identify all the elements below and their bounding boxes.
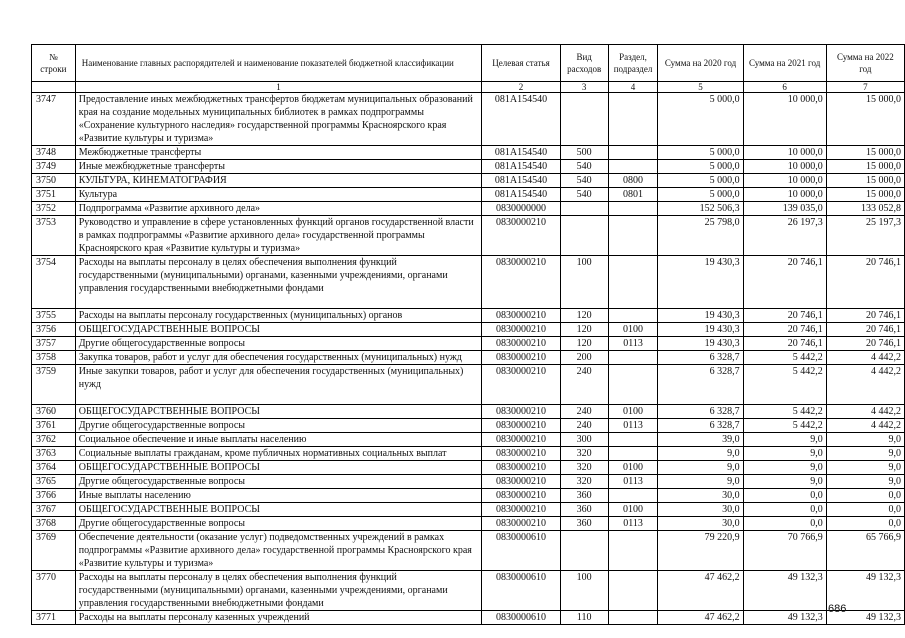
row-number: 3747 [32,93,76,146]
row-expense-type: 240 [560,365,608,405]
table-row [32,571,905,611]
row-sum-2022: 15 000,0 [826,188,904,202]
row-number: 3757 [32,337,76,351]
row-target: 0830000210 [482,337,561,351]
row-expense-type: 320 [560,461,608,475]
row-expense-type [560,531,608,571]
row-sum-2020: 5 000,0 [658,160,743,174]
header-section: Раздел, подраздел [608,45,658,82]
header-sum-2020: Сумма на 2020 год [658,45,743,82]
row-expense-type: 100 [560,256,608,309]
row-expense-type: 360 [560,489,608,503]
row-sum-2021: 20 746,1 [743,309,826,323]
row-name: КУЛЬТУРА, КИНЕМАТОГРАФИЯ [75,174,482,188]
row-number: 3764 [32,461,76,475]
row-number: 3771 [32,611,76,625]
table-row [32,174,905,188]
row-sum-2021: 5 442,2 [743,351,826,365]
row-target: 081A154540 [482,188,561,202]
row-sum-2021: 9,0 [743,461,826,475]
row-name: Расходы на выплаты персоналу в целях обеспечения выполнения функций государственными (муниципальными) органами, казенными учреждениями, органами управления государственными внебюджетными фондами [75,571,482,611]
column-number [32,82,76,93]
table-row [32,365,905,405]
header-target: Целевая статья [482,45,561,82]
table-row [32,531,905,571]
row-target: 0830000210 [482,309,561,323]
row-sum-2020: 30,0 [658,517,743,531]
row-expense-type [560,93,608,146]
row-name: Социальное обеспечение и иные выплаты населению [75,433,482,447]
row-number: 3750 [32,174,76,188]
row-section [608,256,658,309]
header-sum-2021: Сумма на 2021 год [743,45,826,82]
row-name: Руководство и управление в сфере установленных функций органов государственной власти в рамках подпрограммы «Развитие архивного дела» государственной программы Красноярского края «Развитие культуры и туризма» [75,216,482,256]
row-section [608,309,658,323]
row-section: 0801 [608,188,658,202]
row-name: ОБЩЕГОСУДАРСТВЕННЫЕ ВОПРОСЫ [75,461,482,475]
row-expense-type: 120 [560,323,608,337]
table-row [32,611,905,625]
row-sum-2021: 5 442,2 [743,365,826,405]
table-row [32,202,905,216]
row-number: 3753 [32,216,76,256]
row-expense-type: 200 [560,351,608,365]
row-sum-2020: 30,0 [658,503,743,517]
row-sum-2022: 15 000,0 [826,146,904,160]
row-target: 0830000210 [482,256,561,309]
row-sum-2020: 9,0 [658,447,743,461]
row-sum-2021: 49 132,3 [743,571,826,611]
row-name: ОБЩЕГОСУДАРСТВЕННЫЕ ВОПРОСЫ [75,405,482,419]
row-sum-2020: 5 000,0 [658,188,743,202]
row-expense-type [560,202,608,216]
row-sum-2020: 19 430,3 [658,256,743,309]
table-row [32,405,905,419]
row-sum-2022: 20 746,1 [826,256,904,309]
row-number: 3751 [32,188,76,202]
column-number: 1 [75,82,482,93]
row-sum-2021: 10 000,0 [743,93,826,146]
row-target: 081A154540 [482,93,561,146]
row-expense-type: 540 [560,188,608,202]
row-number: 3755 [32,309,76,323]
row-section [608,433,658,447]
row-sum-2020: 5 000,0 [658,146,743,160]
row-name: Культура [75,188,482,202]
table-row [32,489,905,503]
row-sum-2022: 15 000,0 [826,160,904,174]
table-row [32,160,905,174]
row-section [608,93,658,146]
row-number: 3769 [32,531,76,571]
row-target: 0830000210 [482,517,561,531]
row-sum-2022: 4 442,2 [826,419,904,433]
row-expense-type: 320 [560,447,608,461]
table-row [32,419,905,433]
row-sum-2020: 152 506,3 [658,202,743,216]
row-expense-type: 540 [560,174,608,188]
row-number: 3761 [32,419,76,433]
row-name: ОБЩЕГОСУДАРСТВЕННЫЕ ВОПРОСЫ [75,323,482,337]
row-sum-2020: 47 462,2 [658,611,743,625]
row-target: 0830000210 [482,503,561,517]
row-sum-2021: 5 442,2 [743,419,826,433]
row-sum-2020: 6 328,7 [658,365,743,405]
row-expense-type: 360 [560,503,608,517]
row-sum-2022: 133 052,8 [826,202,904,216]
row-sum-2020: 6 328,7 [658,419,743,433]
row-sum-2022: 49 132,3 [826,611,904,625]
table-row [32,188,905,202]
row-name: Иные выплаты населению [75,489,482,503]
row-target: 081A154540 [482,160,561,174]
row-section [608,216,658,256]
page-number: 686 [828,603,847,615]
row-sum-2022: 15 000,0 [826,174,904,188]
row-target: 081A154540 [482,174,561,188]
row-name: Расходы на выплаты персоналу государственных (муниципальных) органов [75,309,482,323]
table-row [32,475,905,489]
table-row [32,447,905,461]
row-section: 0113 [608,337,658,351]
row-expense-type: 300 [560,433,608,447]
row-sum-2022: 9,0 [826,433,904,447]
row-sum-2020: 5 000,0 [658,174,743,188]
row-sum-2022: 49 132,3 [826,571,904,611]
row-sum-2022: 9,0 [826,475,904,489]
row-target: 0830000210 [482,351,561,365]
row-target: 0830000210 [482,323,561,337]
table-row [32,256,905,309]
row-expense-type: 120 [560,309,608,323]
row-sum-2021: 26 197,3 [743,216,826,256]
row-expense-type: 240 [560,419,608,433]
row-target: 0830000210 [482,365,561,405]
row-section [608,160,658,174]
row-sum-2020: 9,0 [658,475,743,489]
row-number: 3749 [32,160,76,174]
header-expense-type: Вид расходов [560,45,608,82]
table-row [32,309,905,323]
table-row [32,93,905,146]
row-sum-2020: 25 798,0 [658,216,743,256]
header-name: Наименование главных распорядителей и наименование показателей бюджетной классификации [75,45,482,82]
row-sum-2020: 6 328,7 [658,351,743,365]
row-sum-2021: 0,0 [743,517,826,531]
row-expense-type: 360 [560,517,608,531]
row-section: 0100 [608,405,658,419]
row-section [608,489,658,503]
row-number: 3754 [32,256,76,309]
row-sum-2021: 9,0 [743,475,826,489]
row-target: 0830000210 [482,433,561,447]
row-number: 3765 [32,475,76,489]
row-number: 3756 [32,323,76,337]
row-name: Другие общегосударственные вопросы [75,337,482,351]
row-sum-2022: 65 766,9 [826,531,904,571]
row-number: 3768 [32,517,76,531]
row-sum-2021: 20 746,1 [743,337,826,351]
header-sum-2022: Сумма на 2022 год [826,45,904,82]
row-target: 0830000610 [482,531,561,571]
table-row [32,461,905,475]
row-section [608,447,658,461]
table-row [32,337,905,351]
row-sum-2021: 139 035,0 [743,202,826,216]
row-section: 0100 [608,461,658,475]
row-number: 3762 [32,433,76,447]
row-section: 0100 [608,503,658,517]
row-sum-2020: 19 430,3 [658,337,743,351]
row-name: Социальные выплаты гражданам, кроме публичных нормативных социальных выплат [75,447,482,461]
row-sum-2022: 20 746,1 [826,323,904,337]
row-name: Другие общегосударственные вопросы [75,517,482,531]
row-name: Иные межбюджетные трансферты [75,160,482,174]
header-row-no: № строки [32,45,76,82]
row-target: 0830000210 [482,419,561,433]
table-row [32,216,905,256]
row-target: 0830000210 [482,461,561,475]
row-name: Обеспечение деятельности (оказание услуг) подведомственных учреждений в рамках подпрограммы «Развитие архивного дела» государственной программы Красноярского края «Развитие культуры и туризма» [75,531,482,571]
row-sum-2022: 25 197,3 [826,216,904,256]
row-name: Другие общегосударственные вопросы [75,475,482,489]
row-sum-2022: 0,0 [826,517,904,531]
row-sum-2021: 10 000,0 [743,160,826,174]
row-number: 3767 [32,503,76,517]
row-section: 0113 [608,419,658,433]
row-target: 0830000210 [482,489,561,503]
table-row [32,146,905,160]
table-row [32,517,905,531]
row-section: 0100 [608,323,658,337]
row-target: 0830000210 [482,475,561,489]
row-name: Иные закупки товаров, работ и услуг для обеспечения государственных (муниципальных) нужд [75,365,482,405]
row-name: Расходы на выплаты персоналу казенных учреждений [75,611,482,625]
row-sum-2020: 79 220,9 [658,531,743,571]
row-section [608,611,658,625]
row-sum-2021: 70 766,9 [743,531,826,571]
row-section: 0113 [608,475,658,489]
row-target: 081A154540 [482,146,561,160]
column-number: 6 [743,82,826,93]
row-sum-2022: 0,0 [826,503,904,517]
column-number: 5 [658,82,743,93]
row-name: Межбюджетные трансферты [75,146,482,160]
row-sum-2022: 20 746,1 [826,309,904,323]
header-row [32,45,905,82]
row-number: 3752 [32,202,76,216]
row-expense-type: 240 [560,405,608,419]
row-target: 0830000210 [482,447,561,461]
row-sum-2021: 20 746,1 [743,256,826,309]
row-sum-2022: 9,0 [826,461,904,475]
row-sum-2021: 20 746,1 [743,323,826,337]
row-sum-2021: 49 132,3 [743,611,826,625]
row-section [608,365,658,405]
row-target: 0830000210 [482,216,561,256]
row-expense-type: 120 [560,337,608,351]
row-name: Другие общегосударственные вопросы [75,419,482,433]
row-sum-2022: 15 000,0 [826,93,904,146]
row-sum-2021: 0,0 [743,489,826,503]
row-sum-2021: 5 442,2 [743,405,826,419]
row-section [608,571,658,611]
row-section [608,146,658,160]
row-sum-2022: 0,0 [826,489,904,503]
row-expense-type: 540 [560,160,608,174]
row-sum-2021: 10 000,0 [743,174,826,188]
row-number: 3758 [32,351,76,365]
row-number: 3766 [32,489,76,503]
row-sum-2021: 0,0 [743,503,826,517]
row-section [608,351,658,365]
row-number: 3770 [32,571,76,611]
row-sum-2021: 10 000,0 [743,188,826,202]
column-number: 3 [560,82,608,93]
row-sum-2020: 19 430,3 [658,309,743,323]
row-number: 3759 [32,365,76,405]
row-number: 3763 [32,447,76,461]
column-number: 4 [608,82,658,93]
row-target: 0830000610 [482,611,561,625]
row-sum-2020: 5 000,0 [658,93,743,146]
row-target: 0830000610 [482,571,561,611]
row-sum-2021: 9,0 [743,433,826,447]
row-sum-2022: 4 442,2 [826,405,904,419]
table-row [32,433,905,447]
row-section: 0113 [608,517,658,531]
row-sum-2020: 47 462,2 [658,571,743,611]
row-target: 0830000000 [482,202,561,216]
column-number: 2 [482,82,561,93]
row-sum-2020: 9,0 [658,461,743,475]
row-sum-2020: 19 430,3 [658,323,743,337]
row-name: Расходы на выплаты персоналу в целях обеспечения выполнения функций государственными (муниципальными) органами, казенными учреждениями, органами управления государственными внебюджетными фондами [75,256,482,309]
column-number-row [32,82,905,93]
row-name: Подпрограмма «Развитие архивного дела» [75,202,482,216]
row-section: 0800 [608,174,658,188]
row-sum-2022: 9,0 [826,447,904,461]
table-row [32,503,905,517]
row-expense-type: 320 [560,475,608,489]
row-expense-type: 100 [560,571,608,611]
row-sum-2022: 4 442,2 [826,365,904,405]
row-sum-2021: 10 000,0 [743,146,826,160]
table-row [32,351,905,365]
row-number: 3760 [32,405,76,419]
row-expense-type: 500 [560,146,608,160]
row-sum-2022: 4 442,2 [826,351,904,365]
row-sum-2022: 20 746,1 [826,337,904,351]
table-row [32,323,905,337]
row-number: 3748 [32,146,76,160]
column-number: 7 [826,82,904,93]
row-sum-2020: 30,0 [658,489,743,503]
budget-table [31,44,905,625]
row-target: 0830000210 [482,405,561,419]
row-sum-2021: 9,0 [743,447,826,461]
row-sum-2020: 39,0 [658,433,743,447]
row-expense-type [560,216,608,256]
row-section [608,531,658,571]
row-name: Предоставление иных межбюджетных трансфертов бюджетам муниципальных образований края на создание модельных муниципальных библиотек в рамках подпрограммы «Сохранение культурного наследия» государственной программы Красноярского края «Развитие культуры и туризма» [75,93,482,146]
row-name: ОБЩЕГОСУДАРСТВЕННЫЕ ВОПРОСЫ [75,503,482,517]
row-name: Закупка товаров, работ и услуг для обеспечения государственных (муниципальных) нужд [75,351,482,365]
row-sum-2020: 6 328,7 [658,405,743,419]
row-expense-type: 110 [560,611,608,625]
row-section [608,202,658,216]
